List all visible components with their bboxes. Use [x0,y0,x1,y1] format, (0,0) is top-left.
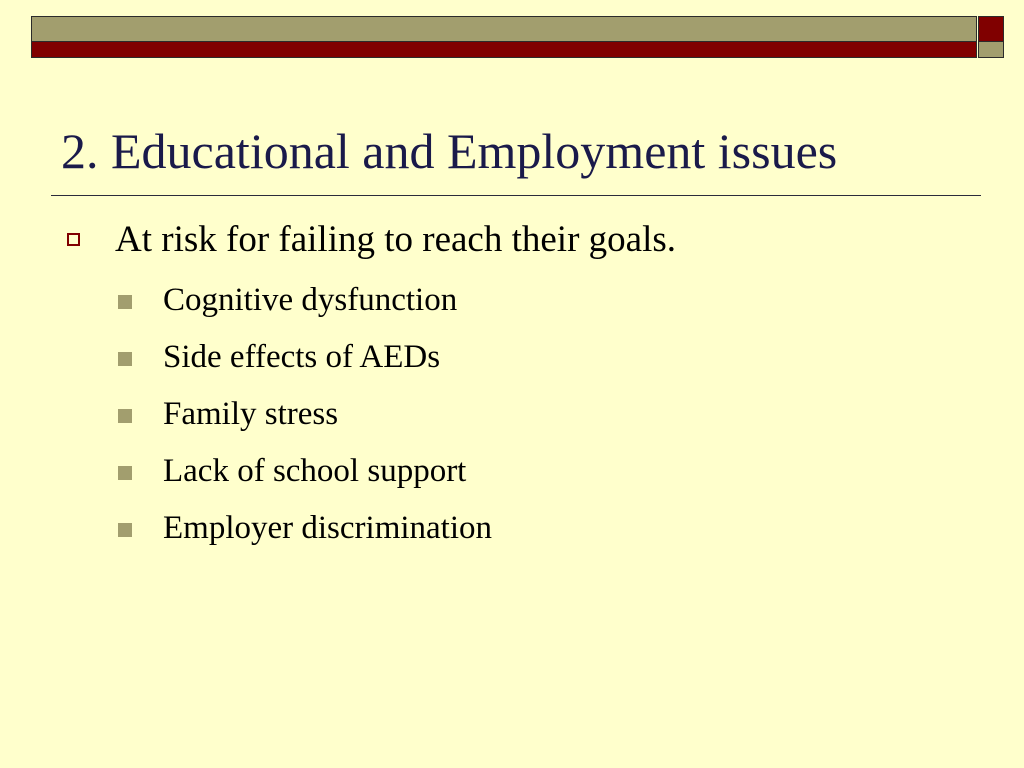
header-bar-maroon [31,42,977,58]
header-square-olive [978,42,1004,58]
sub-bullet-text: Employer discrimination [163,510,493,546]
sub-bullet-text: Lack of school support [163,453,467,489]
bullet-text: At risk for failing to reach their goals. [115,219,676,260]
sub-bullet-text: Cognitive dysfunction [163,282,458,318]
filled-square-icon [118,352,132,366]
filled-square-icon [118,523,132,537]
sub-bullet-text: Side effects of AEDs [163,339,441,375]
filled-square-icon [118,409,132,423]
header-square-maroon [978,16,1004,42]
filled-square-icon [118,466,132,480]
hollow-square-icon [67,233,80,246]
title-divider [51,195,981,196]
sub-bullet-text: Family stress [163,396,339,432]
slide-title: 2. Educational and Employment issues [61,123,838,179]
filled-square-icon [118,295,132,309]
header-bar-olive [31,16,977,42]
